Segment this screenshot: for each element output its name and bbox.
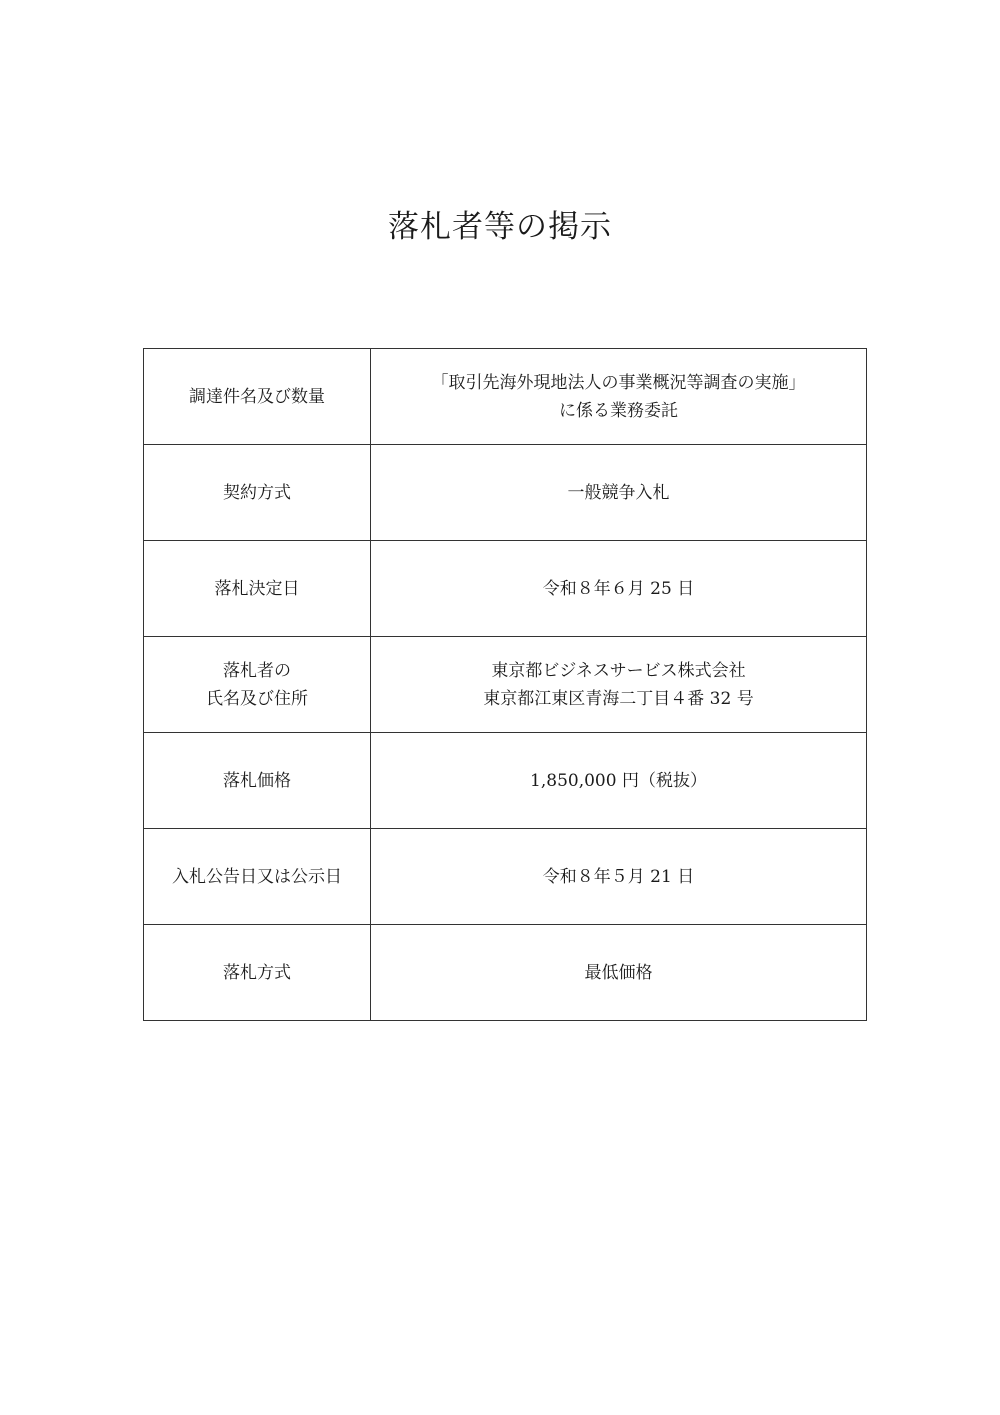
- label-award-method: [144, 925, 371, 1021]
- label-procurement-subject: [144, 349, 371, 445]
- value-line: 一般競争入札: [567, 482, 670, 503]
- value-line: 東京都江東区青海二丁目４番 32 号: [483, 688, 754, 709]
- value-award-method: [371, 925, 867, 1021]
- value-line: 東京都ビジネスサービス株式会社: [491, 660, 746, 681]
- label-line: 調達件名及び数量: [189, 386, 325, 407]
- label-line: 落札価格: [223, 770, 291, 791]
- award-info-table: [143, 348, 867, 1021]
- value-winner: [371, 637, 867, 733]
- table-row-contract-method: [144, 445, 867, 541]
- table-row-notice-date: [144, 829, 867, 925]
- value-line: 令和８年６月 25 日: [542, 578, 695, 599]
- label-line: 入札公告日又は公示日: [172, 866, 342, 887]
- value-contract-method: [371, 445, 867, 541]
- table-row-award-price: [144, 733, 867, 829]
- value-line: 令和８年５月 21 日: [542, 866, 695, 887]
- label-award-date: [144, 541, 371, 637]
- value-line: 1,850,000 円（税抜）: [530, 770, 707, 791]
- table-row-award-method: [144, 925, 867, 1021]
- label-award-price: [144, 733, 371, 829]
- label-notice-date: [144, 829, 371, 925]
- value-award-date: [371, 541, 867, 637]
- label-line: 落札者の: [223, 660, 291, 681]
- value-line: 「取引先海外現地法人の事業概況等調査の実施」: [431, 372, 806, 393]
- label-line: 氏名及び住所: [206, 688, 308, 709]
- page-title: 落札者等の掲示: [388, 209, 612, 245]
- label-line: 契約方式: [223, 482, 291, 503]
- value-notice-date: [371, 829, 867, 925]
- value-line: 最低価格: [584, 962, 653, 983]
- table-row-award-date: [144, 541, 867, 637]
- table-row-winner: [144, 637, 867, 733]
- label-line: 落札決定日: [214, 578, 300, 599]
- label-line: 落札方式: [223, 962, 291, 983]
- value-line: に係る業務委託: [559, 400, 678, 421]
- value-procurement-subject: [371, 349, 867, 445]
- label-winner: [144, 637, 371, 733]
- value-award-price: [371, 733, 867, 829]
- label-contract-method: [144, 445, 371, 541]
- table-row-procurement-subject: [144, 349, 867, 445]
